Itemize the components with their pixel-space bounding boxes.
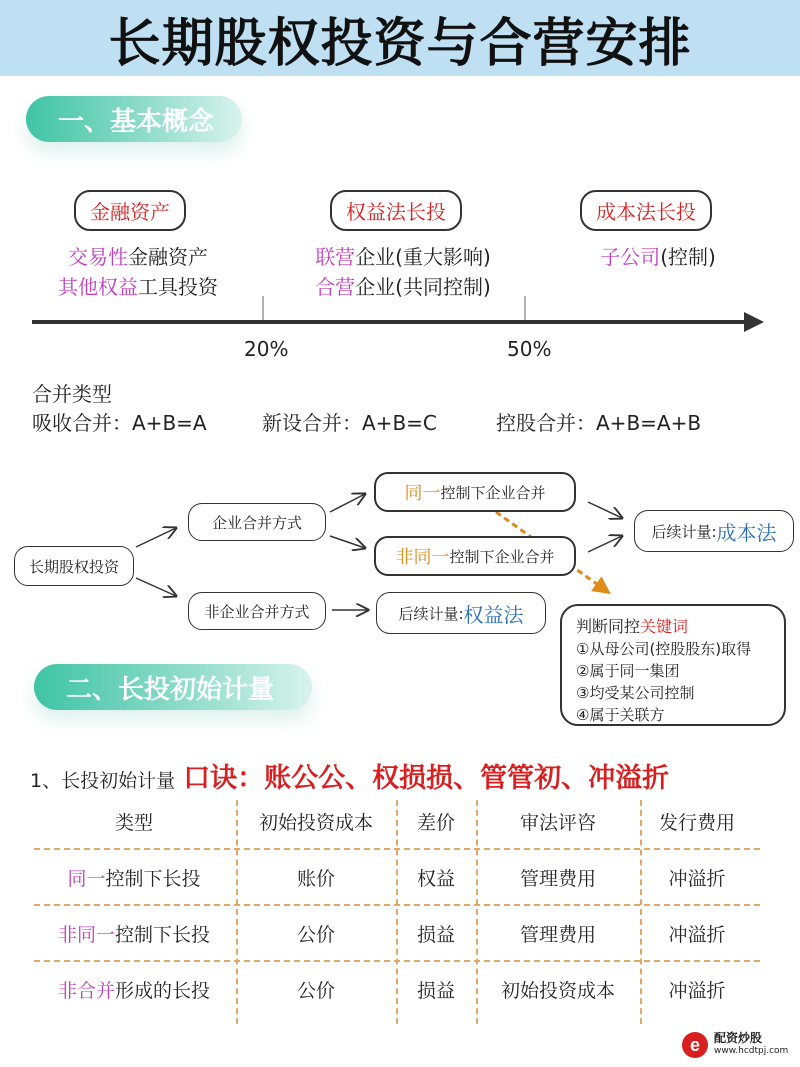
threshold-50: 50% xyxy=(507,337,552,361)
method-text: 权益法 xyxy=(463,602,524,627)
merge-type-formula: A+B=C xyxy=(362,411,437,435)
merge-type-formula: A+B=A+B xyxy=(596,411,702,435)
slogan-text: 口诀：账公公、权损损、管管初、冲溢折 xyxy=(183,763,670,794)
node-label: 控制下企业合并 xyxy=(449,547,555,566)
node-label: 后续计量: xyxy=(398,604,464,623)
category-box-cost-method xyxy=(580,190,712,231)
category-label: 金融资产 xyxy=(90,200,170,224)
section-heading-label: 二、长投初始计量 xyxy=(66,674,275,705)
page-title: 长期股权投资与合营安排 xyxy=(108,13,692,74)
arrow-merge-to-same xyxy=(330,494,365,512)
merge-types-heading: 合并类型 xyxy=(32,382,112,406)
section-heading-label: 一、基本概念 xyxy=(58,106,215,137)
keyword-title: 判断同控关键词 xyxy=(576,617,689,636)
arrow-diff-to-cost xyxy=(588,536,622,552)
arrow-root-to-nonmerge xyxy=(136,578,176,596)
highlight-text: 交易性 xyxy=(68,245,128,269)
table-cell: 管理费用 xyxy=(519,868,596,890)
desc-text: 企业(重大影响) xyxy=(355,245,491,269)
category-label: 成本法长投 xyxy=(596,200,696,224)
node-non-common-control-combination xyxy=(374,536,576,576)
desc-text: 工具投资 xyxy=(138,275,218,299)
arrow-same-to-cost xyxy=(588,502,622,518)
highlight-text: 同一 xyxy=(404,483,441,504)
keyword-item: ④属于关联方 xyxy=(576,706,665,724)
node-long-term-equity-investment xyxy=(14,546,134,586)
keyword-box xyxy=(560,604,786,726)
table-header: 初始投资成本 xyxy=(258,812,373,834)
section-heading-basic-concepts xyxy=(26,96,242,142)
node-label: 控制下企业合并 xyxy=(440,483,546,502)
table-cell: 初始投资成本 xyxy=(500,980,615,1002)
logo-url: www.hcdtpj.com xyxy=(714,1046,789,1056)
category-label: 权益法长投 xyxy=(346,200,446,224)
ownership-axis xyxy=(0,290,800,350)
table-cell: 损益 xyxy=(416,924,455,946)
svg-text:e: e xyxy=(689,1035,701,1055)
highlight-text: 非同一 xyxy=(395,547,450,568)
table-row xyxy=(34,976,234,1003)
table-divider xyxy=(236,800,238,1024)
node-label: 非企业合并方式 xyxy=(204,602,310,621)
slogan-prefix: 1、长投初始计量 xyxy=(30,770,176,792)
row-type: 控制下长投 xyxy=(115,924,211,946)
merge-type-new-establishment xyxy=(262,407,437,436)
table-divider xyxy=(396,800,398,1024)
merge-type-holding xyxy=(496,407,701,436)
table-cell: 冲溢折 xyxy=(668,980,726,1002)
highlight-text: 非同一 xyxy=(57,924,115,946)
merge-type-label: 控股合并： xyxy=(496,411,596,435)
keyword-item: ①从母公司(控股股东)取得 xyxy=(576,640,752,658)
method-text: 成本法 xyxy=(716,520,777,545)
table-row xyxy=(34,864,234,891)
category-box-financial-assets xyxy=(74,190,186,231)
table-cell: 冲溢折 xyxy=(668,924,726,946)
node-label: 后续计量: xyxy=(651,522,717,541)
row-type: 控制下长投 xyxy=(105,868,201,890)
table-cell: 管理费用 xyxy=(519,924,596,946)
desc-text: (控制) xyxy=(660,245,716,269)
merge-type-absorption xyxy=(32,407,207,436)
watermark-logo xyxy=(680,1028,798,1062)
table-row xyxy=(34,920,234,947)
table-cell: 公价 xyxy=(296,924,335,946)
highlight-text: 子公司 xyxy=(600,245,661,269)
node-business-combination xyxy=(188,503,326,541)
node-non-business-combination xyxy=(188,592,326,630)
table-divider xyxy=(476,800,478,1024)
highlight-text: 合营 xyxy=(315,275,356,299)
title-bar xyxy=(0,0,800,76)
table-cell: 公价 xyxy=(296,980,335,1002)
highlight-text: 同一 xyxy=(67,868,106,890)
desc-text: 金融资产 xyxy=(128,245,208,269)
arrow-root-to-merge xyxy=(136,528,176,547)
table-header: 类型 xyxy=(114,812,153,834)
keyword-item: ③均受某公司控制 xyxy=(576,684,695,702)
section-heading-initial-measurement xyxy=(34,664,312,710)
table-cell: 冲溢折 xyxy=(668,868,726,890)
node-equity-method-followup xyxy=(376,592,546,634)
merge-type-label: 新设合并： xyxy=(262,411,362,435)
category-box-equity-method xyxy=(330,190,462,231)
category-desc-cost-method xyxy=(560,242,756,272)
logo-name: 配资炒股 xyxy=(714,1031,763,1045)
merge-type-label: 吸收合并： xyxy=(32,411,132,435)
node-label: 长期股权投资 xyxy=(28,557,119,576)
node-common-control-combination xyxy=(374,472,576,512)
merge-type-formula: A+B=A xyxy=(132,411,207,435)
highlight-text: 非合并 xyxy=(57,980,115,1002)
axis-arrow-icon xyxy=(744,312,764,332)
row-type: 形成的长投 xyxy=(115,980,211,1002)
node-cost-method-followup xyxy=(634,510,794,552)
table-header: 差价 xyxy=(416,812,455,834)
desc-text: 企业(共同控制) xyxy=(355,275,491,299)
threshold-20: 20% xyxy=(244,337,289,361)
highlight-text: 其他权益 xyxy=(58,275,138,299)
logo-icon xyxy=(680,1030,710,1060)
initial-measurement-table xyxy=(0,800,800,1030)
table-cell: 损益 xyxy=(416,980,455,1002)
initial-measurement-slogan xyxy=(30,756,669,795)
node-label: 企业合并方式 xyxy=(211,513,302,532)
highlight-text: 联营 xyxy=(315,245,356,269)
table-cell: 账价 xyxy=(296,868,335,890)
arrow-merge-to-diff xyxy=(330,536,365,548)
table-header: 审法评咨 xyxy=(519,812,596,834)
table-header: 发行费用 xyxy=(658,812,735,834)
table-divider xyxy=(640,800,642,1024)
keyword-item: ②属于同一集团 xyxy=(576,662,680,680)
table-cell: 权益 xyxy=(416,868,455,890)
